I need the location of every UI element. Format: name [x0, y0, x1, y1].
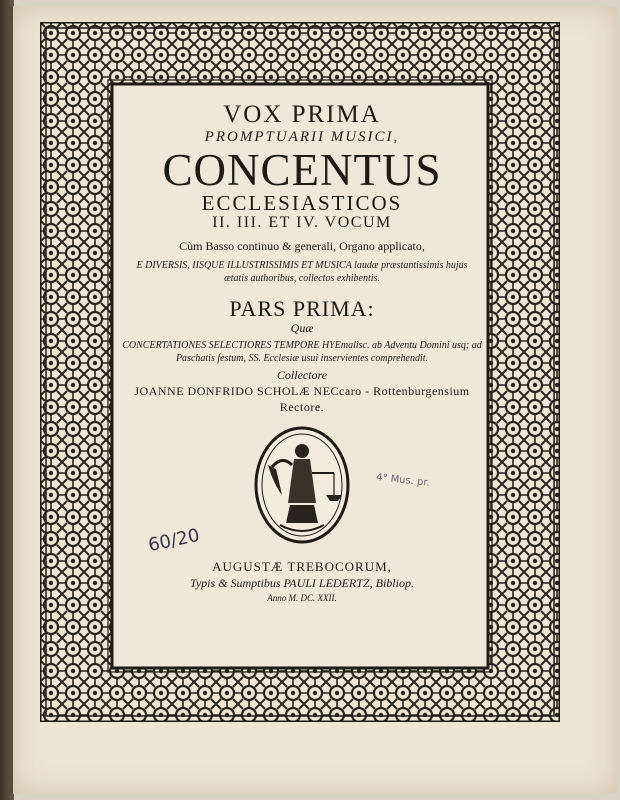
printer-emblem-icon [252, 425, 352, 545]
title-promptuarii: PROMPTUARII MUSICI, [204, 129, 400, 145]
imprint-place: AUGUSTÆ TREBOCORUM, [212, 559, 392, 574]
pars-prima: PARS PRIMA: [229, 296, 375, 321]
subtitle-basso: Cùm Basso continuo & generali, Organo applicato, [179, 239, 425, 253]
imprint-printer: Typis & Sumptibus PAULI LEDERTZ, Bibliop. [190, 576, 414, 590]
title-text-block [118, 90, 486, 662]
title-ecclesiasticos: ECCLESIASTICOS [201, 191, 403, 215]
title-vox-prima: VOX PRIMA [223, 101, 381, 128]
title-vocum: II. III. ET IV. VOCUM [212, 214, 392, 231]
author-name: JOANNE DONFRIDO SCHOLÆ NECcaro - Rottenburgensium Rectore. [134, 384, 470, 414]
subtitle-authors: E DIVERSIS, IISQUE ILLUSTRISSIMIS ET MUSICA laudæ præstantissimis hujus ætatis authoribus, collectos exhibentis. [136, 260, 468, 284]
quae: Quæ [290, 321, 314, 335]
collectore: Collectore [276, 368, 328, 382]
title-concentus: CONCENTUS [162, 145, 442, 195]
concertationes-text: CONCERTATIONES SELECTIORES TEMPORE HYEmalisc. ab Adventu Domini usq; ad Paschatis festum, SS. Ecclesiæ usui inservientes comprehendit. [122, 340, 482, 364]
handwritten-note: 4° Mus. pr. [375, 472, 431, 489]
imprint-year: Anno M. DC. XXII. [267, 593, 337, 603]
handwritten-number: 60/20 [146, 524, 202, 557]
